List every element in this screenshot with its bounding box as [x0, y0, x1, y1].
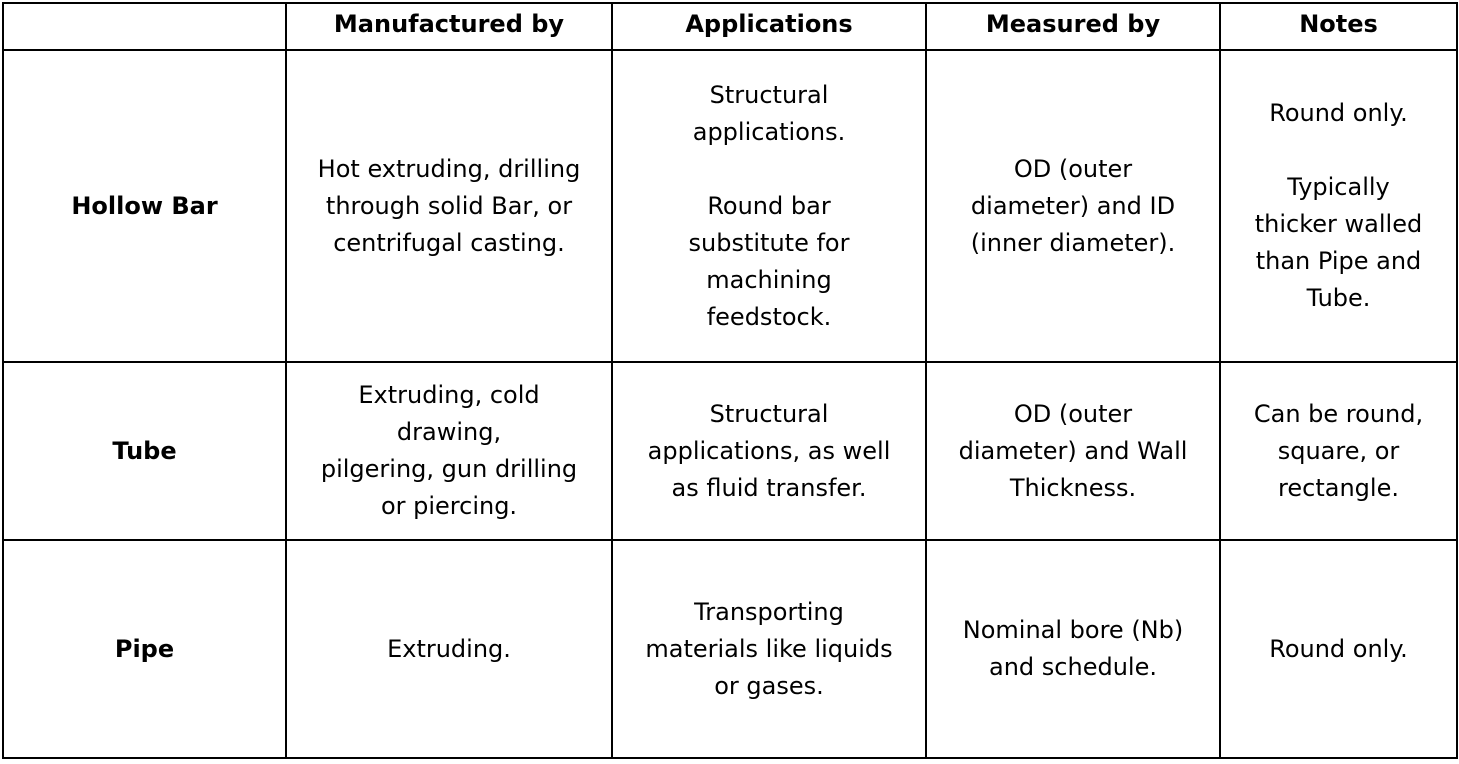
table-row	[3, 50, 1457, 362]
table-row	[3, 362, 1457, 540]
header-blank	[3, 3, 286, 50]
manufactured-by-cell: Extruding, cold drawing, pilgering, gun drilling or piercing.	[286, 362, 612, 540]
applications-cell: Structural applications, as well as fluid transfer.	[612, 362, 926, 540]
row-label-hollow-bar: Hollow Bar	[3, 50, 286, 362]
header-row	[3, 3, 1457, 50]
notes-cell: Round only. Typically thicker walled than Pipe and Tube.	[1220, 50, 1457, 362]
header-manufactured-by: Manufactured by	[286, 3, 612, 50]
measured-by-cell: OD (outer diameter) and Wall Thickness.	[926, 362, 1220, 540]
table-row	[3, 540, 1457, 758]
header-measured-by: Measured by	[926, 3, 1220, 50]
notes-cell: Round only.	[1220, 540, 1457, 758]
header-applications: Applications	[612, 3, 926, 50]
applications-cell: Structural applications. Round bar substitute for machining feedstock.	[612, 50, 926, 362]
row-label-tube: Tube	[3, 362, 286, 540]
manufactured-by-cell: Extruding.	[286, 540, 612, 758]
manufactured-by-cell: Hot extruding, drilling through solid Bar, or centrifugal casting.	[286, 50, 612, 362]
header-notes: Notes	[1220, 3, 1457, 50]
measured-by-cell: OD (outer diameter) and ID (inner diameter).	[926, 50, 1220, 362]
row-label-pipe: Pipe	[3, 540, 286, 758]
notes-cell: Can be round, square, or rectangle.	[1220, 362, 1457, 540]
measured-by-cell: Nominal bore (Nb) and schedule.	[926, 540, 1220, 758]
applications-cell: Transporting materials like liquids or gases.	[612, 540, 926, 758]
comparison-table	[2, 2, 1458, 759]
